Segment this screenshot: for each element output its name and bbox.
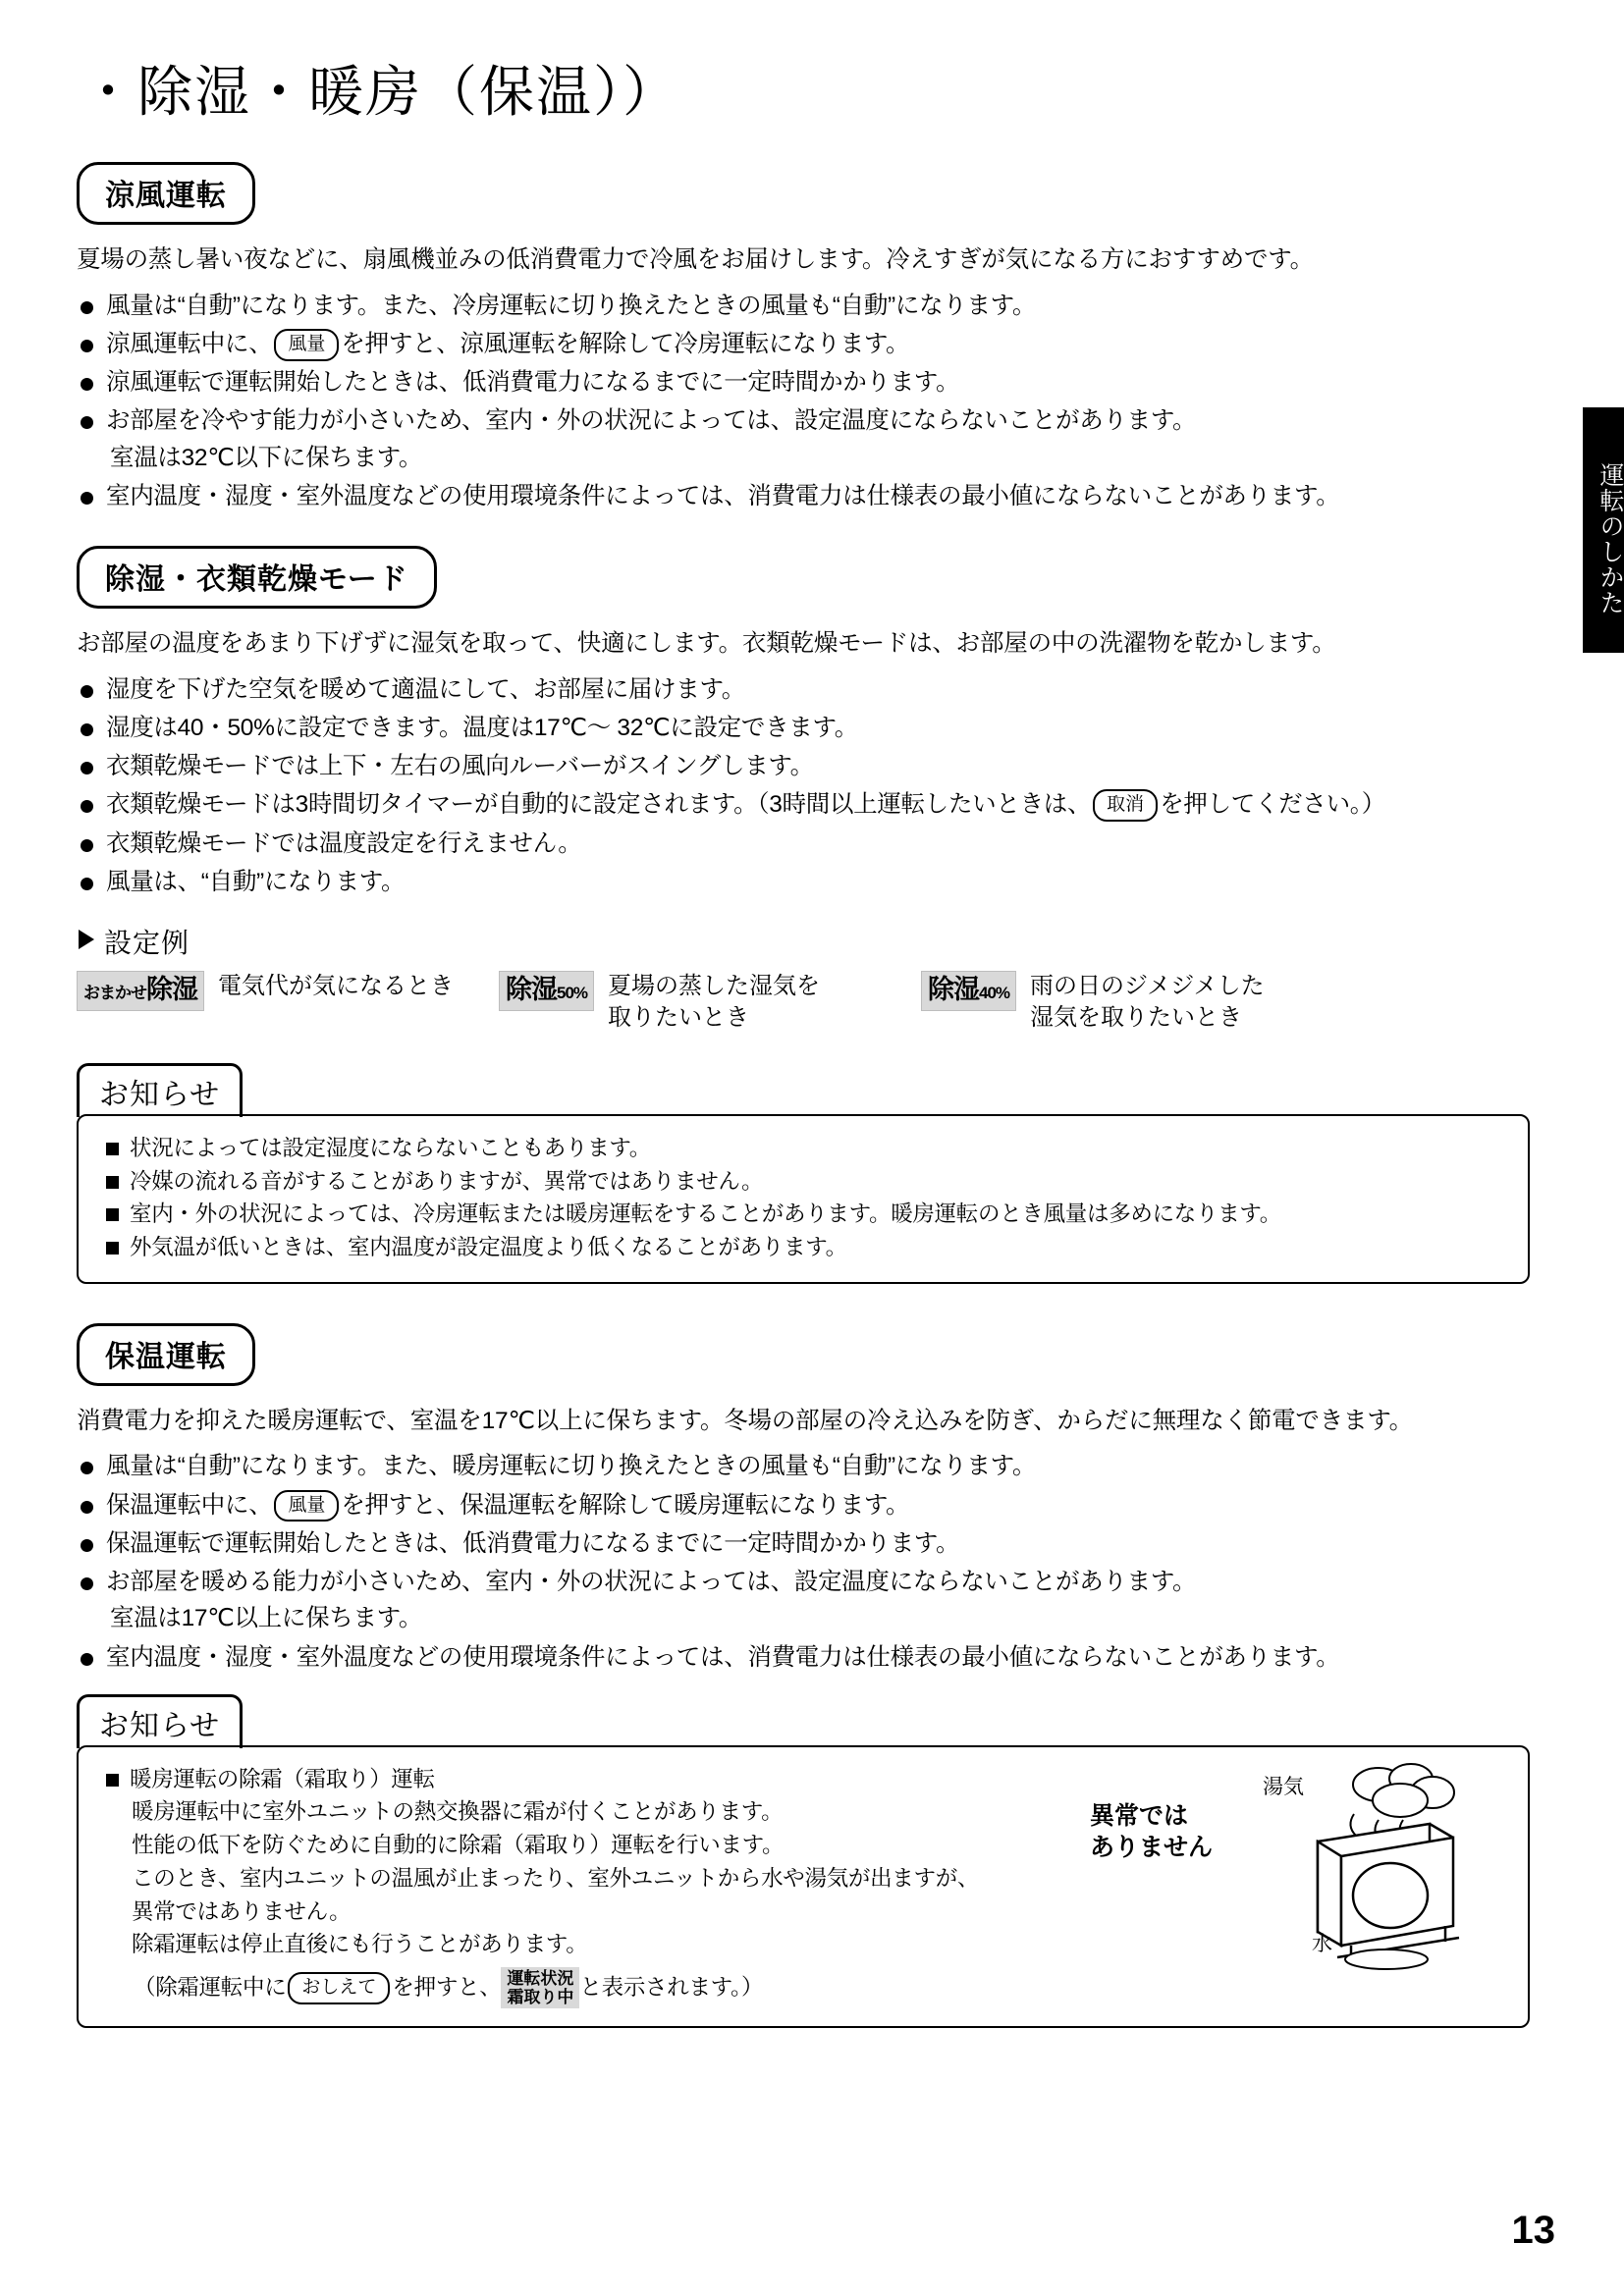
bullet-text: 湿度を下げた空気を暖めて適温にして、お部屋に届けます。 (106, 675, 745, 703)
example-label: 電気代が気になるとき (218, 973, 454, 1000)
notice-line: 除霜運転は停止直後にも行うことがあります。 (132, 1932, 588, 1957)
bullet-text-pre: 保温運転中に、 (106, 1491, 273, 1519)
chip-line2: 霜取り中 (507, 1988, 574, 2007)
notice-box (77, 1114, 1530, 1284)
notice-paren-line (130, 1967, 1084, 2008)
list-item (77, 326, 1530, 362)
notice-line: 暖房運転中に室外ユニットの熱交換器に霜が付くことがあります。 (132, 1799, 784, 1825)
list-item (77, 288, 1530, 324)
example-label-line1: 雨の日のジメジメした (1030, 973, 1265, 1000)
settings-examples-label: 設定例 (104, 928, 190, 959)
triangle-icon (79, 930, 94, 949)
section-heading: 除湿・衣類乾燥モード (77, 546, 437, 609)
notice-title: 暖房運転の除霜（霜取り）運転 (130, 1766, 435, 1791)
settings-examples-title (79, 922, 1530, 961)
list-item (77, 864, 1530, 900)
bullet-text: 涼風運転で運転開始したときは、低消費電力になるまでに一定時間かかります。 (106, 369, 960, 397)
notice-list (104, 1132, 1506, 1264)
example-label-line2: 湿気を取りたいとき (1030, 1004, 1243, 1032)
example-label (608, 971, 820, 1035)
bullet-text: 風量は“自動”になります。また、暖房運転に切り換えたときの風量も“自動”になります。 (106, 1453, 1037, 1480)
list-item: 室内・外の状況によっては、冷房運転または暖房運転をすることがあります。暖房運転のとき風量は多めになります。 (104, 1198, 1506, 1231)
fan-speed-key[interactable]: 風量 (274, 329, 339, 361)
figure-caption-line1: 異常では (1090, 1801, 1189, 1830)
list-item (77, 710, 1530, 746)
list-item: 冷媒の流れる音がすることがありますが、異常ではありません。 (104, 1165, 1506, 1199)
list-item (77, 1525, 1530, 1562)
water-label: 水 (1312, 1932, 1332, 1955)
notice-line: 異常ではありません。 (132, 1898, 352, 1924)
bullet-text-post: を押してください。） (1160, 791, 1385, 819)
bullet-list (77, 288, 1530, 514)
list-item (77, 478, 1530, 514)
list-item (77, 1448, 1530, 1484)
paren-post: と表示されます。） (579, 1975, 764, 2001)
bullet-text: 衣類乾燥モードでは上下・左右の風向ルーバーがスイングします。 (106, 753, 814, 780)
section-lead: お部屋の温度をあまり下げずに湿気を取って、快適にします。衣類乾燥モードは、お部屋の中の洗濯物を乾かします。 (77, 630, 1336, 658)
bullet-subtext: 室温は32℃以下に保ちます。 (110, 444, 423, 471)
chip-main: 除湿 (146, 975, 197, 1005)
list-item (77, 671, 1530, 708)
chip-suffix: 40% (979, 984, 1010, 1003)
oshiete-key[interactable]: おしえて (288, 1972, 390, 2004)
notice-line: このとき、室内ユニットの温風が止まったり、室外ユニットから水や湯気が出ますが、 (132, 1865, 980, 1891)
paren-pre: （除霜運転中に (134, 1975, 287, 2001)
figure-caption (1090, 1800, 1213, 1864)
section-hoon (77, 1323, 1530, 2028)
chip-main: 除湿 (506, 975, 557, 1005)
bullet-text: 風量は、“自動”になります。 (106, 868, 406, 895)
notice-line: 性能の低下を防ぐために自動的に除霜（霜取り）運転を行います。 (132, 1833, 785, 1858)
bullet-text: お部屋を冷やす能力が小さいため、室内・外の状況によっては、設定温度にならないことがあります。 (106, 407, 1197, 435)
section-heading: 涼風運転 (77, 162, 255, 225)
page-title: ・除湿・暖房（保温）） (81, 61, 679, 123)
chip-line1: 運転状況 (507, 1969, 574, 1989)
notice-block (77, 1691, 1530, 2029)
side-tab-chapter (1583, 407, 1624, 653)
example-label (1030, 971, 1265, 1035)
bullet-text: お部屋を暖める能力が小さいため、室内・外の状況によっては、設定温度にならないことがあります。 (106, 1569, 1197, 1596)
list-item: 状況によっては設定湿度にならないこともあります。 (104, 1132, 1506, 1165)
page-content (77, 59, 1530, 2038)
example-label-line2: 取りたいとき (608, 1004, 750, 1032)
bullet-text-post: を押すと、保温運転を解除して暖房運転になります。 (341, 1491, 910, 1519)
outdoor-unit-figure (1084, 1763, 1506, 2009)
bullet-text-pre: 涼風運転中に、 (106, 330, 273, 357)
side-tab-label: 運転のしかた (1597, 462, 1624, 615)
list-item (77, 364, 1530, 400)
chip-main: 除湿 (928, 975, 979, 1005)
notice-tab-label: お知らせ (77, 1694, 243, 1748)
display-chip-dehumidify-40 (921, 971, 1016, 1011)
list-item (77, 1487, 1530, 1523)
list-item (77, 786, 1530, 823)
bullet-text-pre: 衣類乾燥モードは3時間切タイマーが自動的に設定されます。（3時間以上運転したいときは、 (106, 791, 1092, 819)
list-item (77, 1639, 1530, 1676)
list-item (104, 1763, 1084, 2009)
fan-speed-key[interactable]: 風量 (274, 1490, 339, 1522)
bullet-text: 衣類乾燥モードでは温度設定を行えません。 (106, 829, 582, 857)
bullet-text: 風量は“自動”になります。また、冷房運転に切り換えたときの風量も“自動”になります。 (106, 292, 1037, 319)
bullet-list (77, 1448, 1530, 1675)
display-chip-dehumidify-50 (499, 971, 594, 1011)
display-chip-auto-dehumidify (77, 971, 204, 1011)
settings-examples (77, 971, 1530, 1035)
bullet-text: 室内温度・湿度・室外温度などの使用環境条件によっては、消費電力は仕様表の最小値にならないことがあります。 (106, 1643, 1340, 1671)
chip-suffix: 50% (557, 984, 588, 1003)
bullet-subtext: 室温は17℃以上に保ちます。 (110, 1605, 423, 1632)
cancel-key[interactable]: 取消 (1093, 789, 1158, 822)
notice-tab-label: お知らせ (77, 1063, 243, 1117)
steam-label: 湯気 (1263, 1775, 1304, 1798)
bullet-list (77, 671, 1530, 900)
list-item (77, 748, 1530, 784)
bullet-text: 湿度は40・50%に設定できます。温度は17℃〜 32℃に設定できます。 (106, 714, 858, 741)
section-joshitsu (77, 546, 1530, 1284)
paren-mid: を押すと、 (392, 1975, 502, 2001)
figure-caption-line2: ありません (1090, 1834, 1214, 1862)
section-lead: 夏場の蒸し暑い夜などに、扇風機並みの低消費電力で冷風をお届けします。冷えすぎが気になる方におすすめです。 (77, 246, 1314, 274)
section-lead: 消費電力を抑えた暖房運転で、室温を17℃以上に保ちます。冬場の部屋の冷え込みを防ぎ、からだに無理なく節電できます。 (77, 1407, 1413, 1434)
example-item (921, 971, 1265, 1035)
bullet-text: 室内温度・湿度・室外温度などの使用環境条件によっては、消費電力は仕様表の最小値にならないことがあります。 (106, 482, 1340, 509)
example-item (499, 971, 921, 1035)
bullet-text-post: を押すと、涼風運転を解除して冷房運転になります。 (341, 330, 910, 357)
display-chip-defrost-status (501, 1967, 579, 2008)
section-heading: 保温運転 (77, 1323, 255, 1386)
page-number: 13 (1511, 2209, 1555, 2252)
example-item (77, 971, 499, 1011)
section-ryofu (77, 162, 1530, 514)
notice-box (77, 1745, 1530, 2029)
notice-list (104, 1763, 1084, 2009)
list-item (77, 402, 1530, 475)
notice-block (77, 1060, 1530, 1284)
list-item (77, 826, 1530, 862)
list-item: 外気温が低いときは、室内温度が設定温度より低くなることがあります。 (104, 1231, 1506, 1264)
bullet-text: 保温運転で運転開始したときは、低消費電力になるまでに一定時間かかります。 (106, 1529, 960, 1557)
chip-prefix: おまかせ (83, 984, 146, 1003)
example-label-line1: 夏場の蒸した湿気を (608, 973, 821, 1000)
list-item (77, 1564, 1530, 1636)
defrost-text (104, 1763, 1084, 2009)
